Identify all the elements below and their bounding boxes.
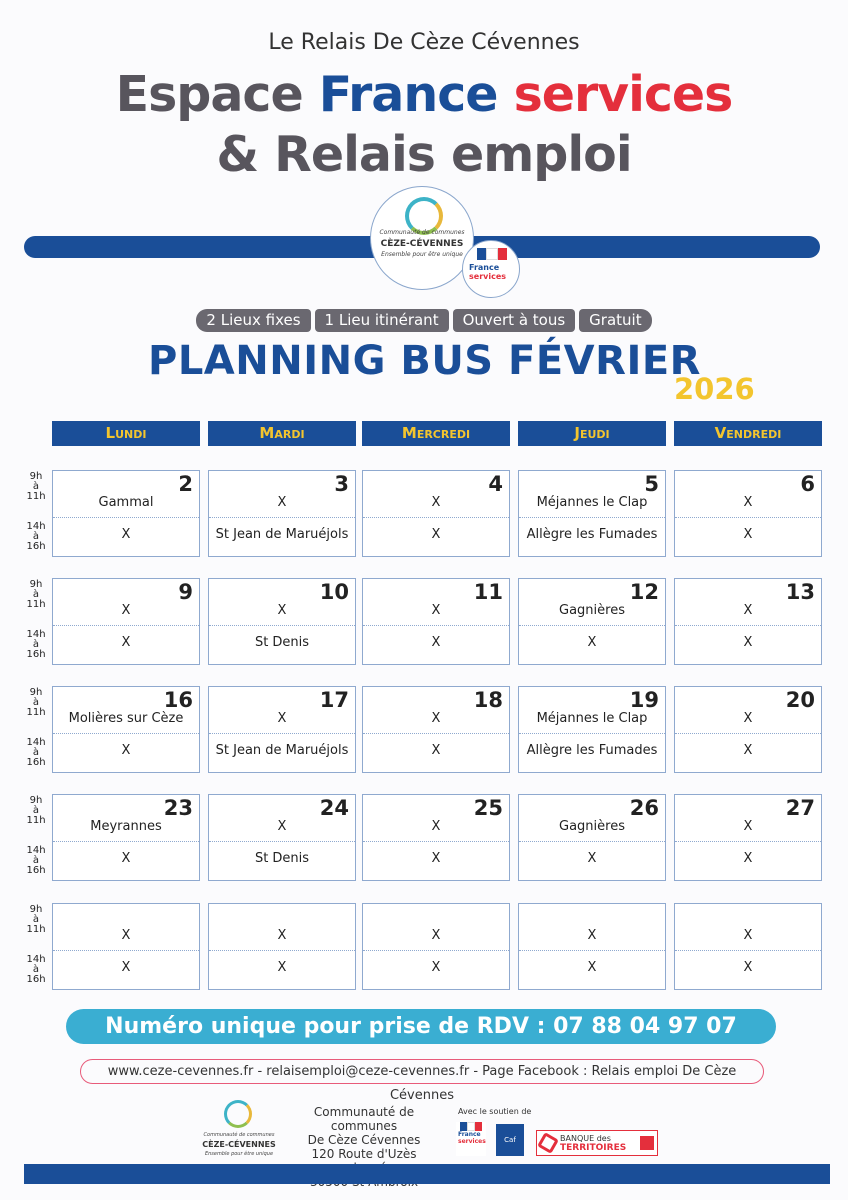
afternoon-location: X: [431, 527, 441, 542]
afternoon-location: Allègre les Fumades: [526, 527, 658, 542]
support-label: Avec le soutien de: [458, 1107, 532, 1116]
address-line2: De Cèze Cévennes: [307, 1133, 421, 1147]
morning-location: Molières sur Cèze: [68, 711, 184, 726]
day-header-vendredi: Vendredi: [674, 421, 822, 446]
afternoon-location: X: [587, 960, 597, 975]
calendar-cell: [208, 903, 356, 990]
day-number: 10: [319, 580, 349, 604]
day-number: 3: [334, 472, 349, 496]
address-line1: Communauté de communes: [313, 1105, 415, 1133]
footer-flag-icon: [460, 1122, 482, 1131]
day-number: 6: [800, 472, 815, 496]
time-afternoon: 14h à 16h: [26, 737, 46, 768]
republique-mark-icon: [640, 1136, 654, 1150]
calendar-cell: [208, 686, 356, 773]
time-morning: 9h à 11h: [26, 795, 46, 826]
slot-separator: [363, 733, 509, 734]
day-number: 27: [785, 796, 815, 820]
day-number: 19: [629, 688, 659, 712]
afternoon-location: St Denis: [254, 851, 310, 866]
planning-title: PLANNING BUS FÉVRIER: [148, 338, 701, 384]
calendar-cell: [518, 470, 666, 557]
day-number: 25: [473, 796, 503, 820]
bdt-text: [560, 1134, 626, 1153]
time-afternoon: 14h à 16h: [26, 845, 46, 876]
calendar-cell: [518, 686, 666, 773]
time-afternoon: 14h à 16h: [26, 954, 46, 985]
afternoon-location: St Denis: [254, 635, 310, 650]
morning-location: X: [277, 603, 287, 618]
logo-community-name: CÈZE-CÉVENNES: [380, 239, 464, 249]
morning-location: Gammal: [98, 495, 154, 510]
afternoon-location: X: [743, 743, 753, 758]
morning-location: X: [743, 819, 753, 834]
day-number: 26: [629, 796, 659, 820]
time-afternoon: 14h à 16h: [26, 521, 46, 552]
ceze-cevennes-logo: [370, 186, 474, 290]
time-morning: 9h à 11h: [26, 687, 46, 718]
morning-location: Méjannes le Clap: [536, 711, 648, 726]
slot-separator: [519, 841, 665, 842]
afternoon-location: X: [121, 527, 131, 542]
footer-fs-line2: services: [458, 1138, 486, 1145]
calendar-cell: [674, 578, 822, 665]
calendar-cell: [518, 578, 666, 665]
footer-logo-name: CÈZE-CÉVENNES: [202, 1140, 276, 1149]
afternoon-location: X: [587, 635, 597, 650]
afternoon-location: X: [121, 635, 131, 650]
calendar-cell: [362, 794, 510, 881]
slot-separator: [363, 841, 509, 842]
bdt-line1: BANQUE des: [560, 1133, 611, 1143]
rdv-banner: Numéro unique pour prise de RDV : 07 88 04 97 07: [66, 1009, 776, 1044]
morning-location: X: [431, 495, 441, 510]
footer-france-services-logo: [456, 1122, 486, 1156]
calendar-cell: [362, 903, 510, 990]
afternoon-location: X: [431, 851, 441, 866]
calendar-cell: [674, 470, 822, 557]
slot-separator: [675, 517, 821, 518]
calendar-cell: [674, 686, 822, 773]
slot-separator: [209, 950, 355, 951]
afternoon-location: Allègre les Fumades: [526, 743, 658, 758]
day-number: 12: [629, 580, 659, 604]
french-flag-icon: [477, 248, 507, 260]
logo-tagline: Ensemble pour être unique: [381, 251, 463, 258]
main-title: [0, 66, 848, 123]
afternoon-location: X: [587, 851, 597, 866]
calendar-cell: [518, 794, 666, 881]
banque-territoires-logo: [536, 1130, 658, 1156]
day-number: 18: [473, 688, 503, 712]
fs-label-line1: France: [469, 263, 500, 272]
day-number: 4: [488, 472, 503, 496]
calendar-cell: [362, 686, 510, 773]
calendar-cell: [674, 794, 822, 881]
france-services-logo: [462, 240, 520, 298]
footer-fs-line1: France: [458, 1131, 481, 1138]
afternoon-location: X: [121, 851, 131, 866]
badge-lieu-itinerant: 1 Lieu itinérant: [315, 309, 449, 332]
calendar-cell: [362, 578, 510, 665]
calendar-cell: [52, 686, 200, 773]
badge-ouvert: Ouvert à tous: [453, 309, 576, 332]
afternoon-location: X: [121, 960, 131, 975]
day-number: 16: [163, 688, 193, 712]
morning-location: X: [743, 928, 753, 943]
day-number: 5: [644, 472, 659, 496]
title-france: France: [318, 66, 498, 123]
title-relais-emploi: & Relais emploi: [216, 126, 632, 183]
slot-separator: [53, 625, 199, 626]
calendar-cell: [52, 470, 200, 557]
planning-year: 2026: [674, 372, 755, 406]
calendar-cell: [674, 903, 822, 990]
afternoon-location: X: [431, 743, 441, 758]
fs-label-line2: services: [469, 272, 507, 281]
footer-ceze-logo: [196, 1100, 282, 1160]
afternoon-location: X: [431, 635, 441, 650]
caf-logo: Caf: [496, 1124, 524, 1156]
slot-separator: [519, 733, 665, 734]
footer-logo-label: Communauté de communes: [203, 1132, 275, 1138]
afternoon-location: X: [743, 527, 753, 542]
calendar-cell: [208, 578, 356, 665]
morning-location: X: [743, 495, 753, 510]
slot-separator: [53, 733, 199, 734]
calendar-cell: [208, 794, 356, 881]
afternoon-location: St Jean de Maruéjols: [215, 527, 349, 542]
morning-location: X: [277, 495, 287, 510]
bdt-line2: TERRITOIRES: [560, 1142, 627, 1153]
slot-separator: [53, 950, 199, 951]
afternoon-location: X: [743, 960, 753, 975]
afternoon-location: X: [121, 743, 131, 758]
morning-location: X: [743, 603, 753, 618]
morning-location: X: [431, 711, 441, 726]
morning-location: Gagnières: [559, 603, 625, 618]
slot-separator: [53, 517, 199, 518]
logo-community-label: Communauté de communes: [379, 229, 465, 236]
time-morning: 9h à 11h: [26, 579, 46, 610]
subtitle: Le Relais De Cèze Cévennes: [268, 30, 580, 55]
day-number: 13: [785, 580, 815, 604]
slot-separator: [675, 625, 821, 626]
title-services: services: [513, 66, 733, 123]
morning-location: X: [121, 603, 131, 618]
morning-location: X: [277, 819, 287, 834]
hexagon-icon: [537, 1132, 559, 1154]
day-header-lundi: Lundi: [52, 421, 200, 446]
afternoon-location: X: [743, 635, 753, 650]
badges-row: [0, 309, 848, 332]
morning-location: X: [431, 819, 441, 834]
slot-separator: [519, 517, 665, 518]
afternoon-location: St Jean de Maruéjols: [215, 743, 349, 758]
calendar-cell: [52, 794, 200, 881]
day-header-mercredi: Mercredi: [362, 421, 510, 446]
day-number: 9: [178, 580, 193, 604]
day-header-mardi: Mardi: [208, 421, 356, 446]
slot-separator: [363, 517, 509, 518]
afternoon-location: X: [277, 960, 287, 975]
fs-label: [469, 263, 506, 281]
afternoon-location: X: [431, 960, 441, 975]
slot-separator: [363, 950, 509, 951]
day-number: 23: [163, 796, 193, 820]
slot-separator: [519, 625, 665, 626]
calendar-cell: [52, 578, 200, 665]
morning-location: X: [277, 711, 287, 726]
slot-separator: [209, 517, 355, 518]
footer-swirl-icon: [224, 1100, 252, 1128]
morning-location: X: [743, 711, 753, 726]
morning-location: X: [121, 928, 131, 943]
address-line3: 120 Route d'Uzès: [311, 1147, 417, 1161]
slot-separator: [53, 841, 199, 842]
title-espace: Espace: [115, 66, 303, 123]
morning-location: X: [431, 603, 441, 618]
calendar-cell: [52, 903, 200, 990]
day-number: 24: [319, 796, 349, 820]
footer-bar: [24, 1164, 830, 1184]
day-number: 17: [319, 688, 349, 712]
footer-logo-tagline: Ensemble pour être unique: [204, 1151, 274, 1157]
morning-location: Meyrannes: [90, 819, 162, 834]
day-number: 20: [785, 688, 815, 712]
day-number: 2: [178, 472, 193, 496]
slot-separator: [209, 841, 355, 842]
slot-separator: [209, 625, 355, 626]
badge-gratuit: Gratuit: [579, 309, 651, 332]
time-morning: 9h à 11h: [26, 904, 46, 935]
calendar-cell: [208, 470, 356, 557]
contact-line: www.ceze-cevennes.fr - relaisemploi@ceze-cevennes.fr - Page Facebook : Relais emploi De Cèze Cévennes: [80, 1059, 764, 1084]
slot-separator: [363, 625, 509, 626]
morning-location: Méjannes le Clap: [536, 495, 648, 510]
morning-location: X: [431, 928, 441, 943]
afternoon-location: X: [743, 851, 753, 866]
calendar-cell: [518, 903, 666, 990]
slot-separator: [675, 733, 821, 734]
morning-location: Gagnières: [559, 819, 625, 834]
slot-separator: [209, 733, 355, 734]
time-morning: 9h à 11h: [26, 471, 46, 502]
time-afternoon: 14h à 16h: [26, 629, 46, 660]
slot-separator: [675, 950, 821, 951]
day-header-jeudi: Jeudi: [518, 421, 666, 446]
calendar-cell: [362, 470, 510, 557]
morning-location: X: [587, 928, 597, 943]
slot-separator: [519, 950, 665, 951]
morning-location: X: [277, 928, 287, 943]
day-number: 11: [473, 580, 503, 604]
slot-separator: [675, 841, 821, 842]
badge-lieux-fixes: 2 Lieux fixes: [196, 309, 310, 332]
